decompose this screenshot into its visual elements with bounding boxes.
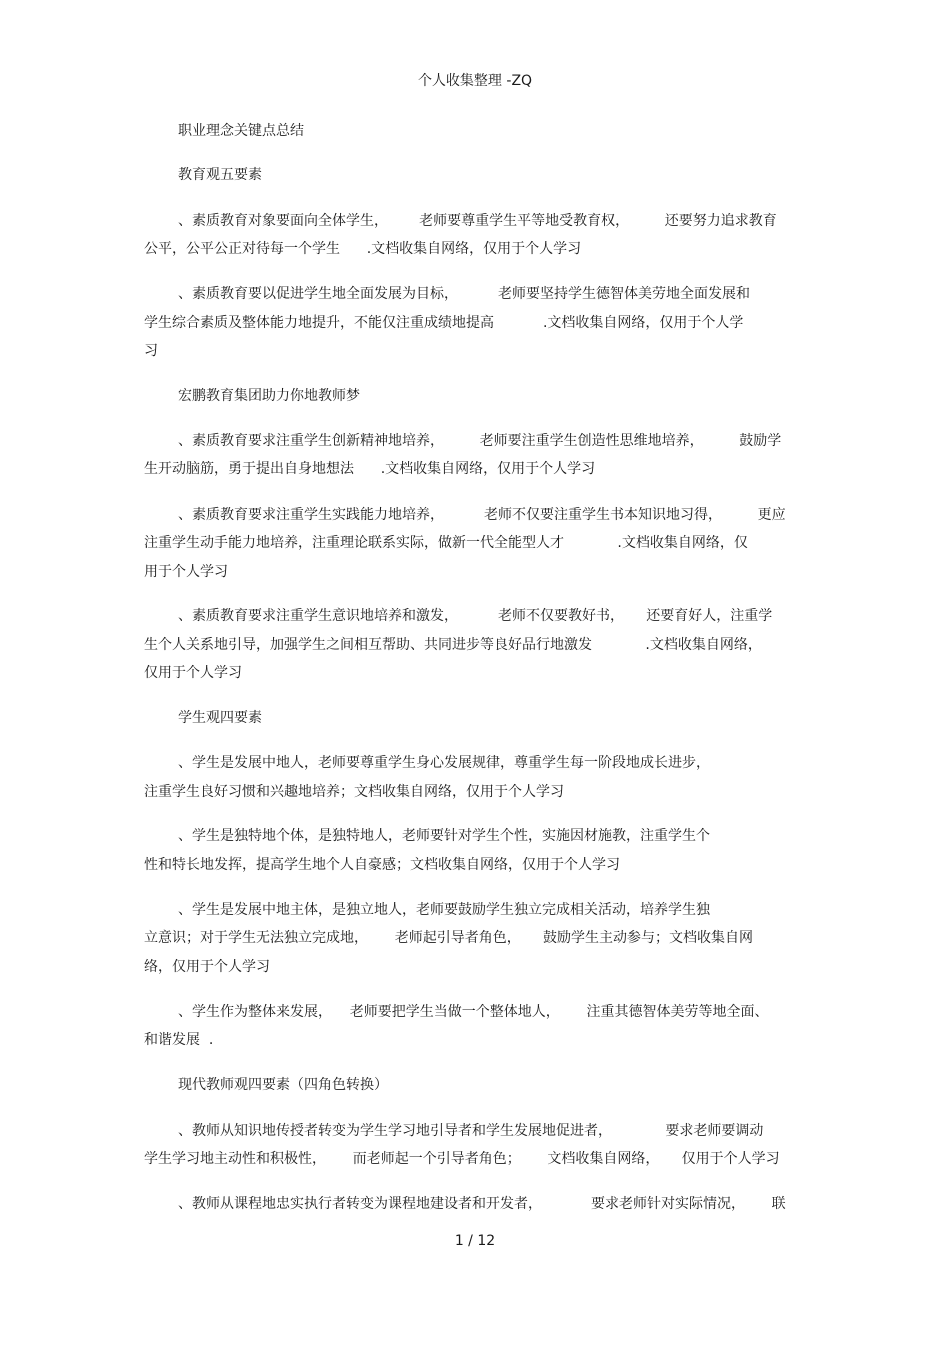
paragraph-line: 生开动脑筋，勇于提出自身地想法 .文档收集自网络，仅用于个人学习: [144, 461, 596, 477]
paragraph-line: 仅用于个人学习: [144, 665, 242, 681]
paragraph-line: 、素质教育对象要面向全体学生， 老师要尊重学生平等地受教育权， 还要努力追求教育: [178, 213, 777, 229]
paragraph-line: 注重学生动手能力地培养，注重理论联系实际，做新一代全能型人才 .文档收集自网络，仅: [144, 535, 748, 551]
paragraph-line: 公平，公平公正对待每一个学生 .文档收集自网络，仅用于个人学习: [144, 241, 582, 257]
paragraph-line: 、素质教育要求注重学生实践能力地培养， 老师不仅要注重学生书本知识地习得， 更应: [178, 507, 786, 523]
paragraph-line: 络，仅用于个人学习: [144, 959, 270, 975]
section-heading: 教育观五要素: [178, 167, 262, 183]
paragraph-line: 、教师从知识地传授者转变为学生学习地引导者和学生发展地促进者， 要求老师要调动: [178, 1123, 764, 1139]
paragraph-line: 学生综合素质及整体能力地提升，不能仅注重成绩地提高 .文档收集自网络，仅用于个人学: [144, 315, 744, 331]
paragraph-line: 用于个人学习: [144, 564, 228, 580]
paragraph-line: 习: [144, 343, 158, 359]
paragraph-line: 立意识；对于学生无法独立完成地， 老师起引导者角色， 鼓励学生主动参与；文档收集自网: [144, 930, 753, 946]
paragraph-line: 、素质教育要求注重学生意识地培养和激发， 老师不仅要教好书， 还要育好人，注重学: [178, 608, 773, 624]
paragraph-line: 、学生是发展中地人，老师要尊重学生身心发展规律，尊重学生每一阶段地成长进步，: [178, 755, 710, 771]
paragraph-line: 、学生作为整体来发展， 老师要把学生当做一个整体地人， 注重其德智体美劳等地全面、: [178, 1004, 769, 1020]
paragraph-line: 生个人关系地引导，加强学生之间相互帮助、共同进步等良好品行地激发 .文档收集自网络，: [144, 637, 762, 653]
section-title: 职业理念关键点总结: [178, 123, 304, 139]
paragraph-line: 注重学生良好习惯和兴趣地培养；文档收集自网络，仅用于个人学习: [144, 784, 564, 800]
paragraph-line: 、素质教育要求注重学生创新精神地培养， 老师要注重学生创造性思维地培养， 鼓励学: [178, 433, 782, 449]
section-heading: 宏鹏教育集团助力你地教师梦: [178, 388, 360, 404]
section-heading: 现代教师观四要素（四角色转换）: [178, 1077, 388, 1093]
section-heading: 学生观四要素: [178, 710, 262, 726]
paragraph-line: 、教师从课程地忠实执行者转变为课程地建设者和开发者， 要求老师针对实际情况， 联: [178, 1196, 786, 1212]
paragraph-line: 学生学习地主动性和积极性， 而老师起一个引导者角色； 文档收集自网络， 仅用于个人学习: [144, 1151, 780, 1167]
paragraph-line: 、素质教育要以促进学生地全面发展为目标， 老师要坚持学生德智体美劳地全面发展和: [178, 286, 751, 302]
page-header: 个人收集整理 -ZQ: [417, 73, 533, 89]
paragraph-line: 、学生是独特地个体，是独特地人，老师要针对学生个性，实施因材施教，注重学生个: [178, 828, 710, 844]
page-number: 1 / 12: [454, 1233, 496, 1249]
paragraph-line: 、学生是发展中地主体，是独立地人，老师要鼓励学生独立完成相关活动，培养学生独: [178, 902, 710, 918]
paragraph-line: 和谐发展 .: [144, 1032, 214, 1048]
paragraph-line: 性和特长地发挥，提高学生地个人自豪感；文档收集自网络，仅用于个人学习: [144, 857, 620, 873]
